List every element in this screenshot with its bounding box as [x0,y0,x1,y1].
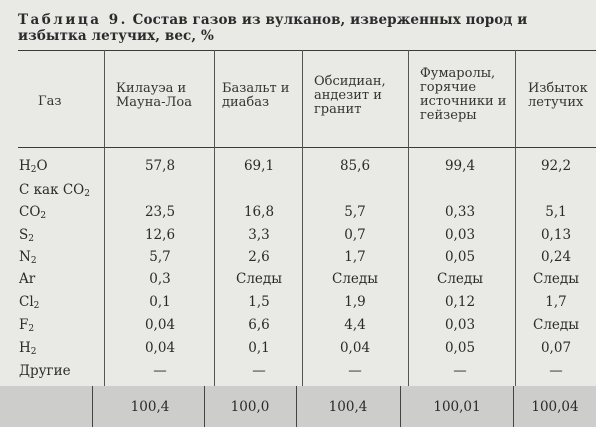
column-divider [214,50,215,386]
total-excess: 100,04 [531,399,579,415]
table-title: Состав газов из вулканов, изверженных пород и избытка летучих, вес, % [18,12,528,44]
table-cell: — [549,363,563,379]
table-cell: 0,07 [540,340,572,356]
table-cell: 1,9 [344,294,366,310]
table-cell: 0,1 [248,340,270,356]
table-cell: 1,5 [248,294,270,310]
table-cell: 2,6 [248,249,270,265]
table-cell: 16,8 [243,204,275,220]
table-cell: 57,8 [144,158,176,174]
table-cell: — [153,363,167,379]
gas-label: $CO_2$ [19,204,47,221]
table-cell: 0,03 [444,317,476,333]
header-basalt: Базальт и диабаз [222,81,290,110]
table-cell: 0,24 [540,249,572,265]
table-cell: 6,6 [248,317,270,333]
table-cell: 0,05 [444,249,476,265]
table-cell: 0,1 [149,294,171,310]
gas-label: $S_2$ [19,227,34,244]
gas-label: $H_2O$ [19,158,48,175]
column-divider [92,386,93,427]
table-cell: 0,3 [149,271,171,287]
table-cell: — [348,363,362,379]
table-cell: 5,7 [149,249,171,265]
column-divider [296,386,297,427]
table-cell: 0,12 [444,294,476,310]
table-cell: Следы [533,271,579,287]
header-gas: Газ [38,94,62,109]
gas-label: $H_2$ [19,340,37,357]
table-cell: 1,7 [344,249,366,265]
column-divider [400,386,401,427]
table-cell: — [453,363,467,379]
gas-label: С как $CO_2$ [19,182,90,199]
table-cell: 0,7 [344,227,366,243]
table-cell: 69,1 [243,158,275,174]
gas-label: $F_2$ [19,317,35,334]
column-divider [302,50,303,386]
table-cell: 5,1 [545,204,567,220]
total-fumaroles: 100,01 [433,399,481,415]
table-cell: 0,13 [540,227,572,243]
table-cell: 0,33 [444,204,476,220]
table-cell: Следы [236,271,282,287]
total-kilauea: 100,4 [130,399,170,415]
table-cell: 85,6 [339,158,371,174]
column-divider [408,50,409,386]
table-cell: 4,4 [344,317,366,333]
header-kilauea: Килауэа и Мауна-Лоа [116,81,192,110]
table-cell: Следы [437,271,483,287]
table-cell: 23,5 [144,204,176,220]
table-cell: 3,3 [248,227,270,243]
header-obsidian: Обсидиан, андезит и гранит [314,74,386,117]
table-cell: 1,7 [545,294,567,310]
table-cell: 12,6 [144,227,176,243]
header-excess-volatiles: Избыток летучих [528,81,588,110]
table-number: Таблица 9. [18,12,128,28]
table-cell: 0,04 [339,340,371,356]
table-cell: 99,4 [444,158,476,174]
table-cell: 0,04 [144,340,176,356]
total-obsidian: 100,4 [328,399,368,415]
gas-label: $N_2$ [19,249,37,266]
table-cell: Следы [332,271,378,287]
table-cell: 0,03 [444,227,476,243]
gas-label: Ar [19,271,36,287]
table-cell: 92,2 [540,158,572,174]
total-basalt: 100,0 [230,399,270,415]
table-cell: Следы [533,317,579,333]
column-divider [104,50,105,386]
header-fumaroles: Фумаролы, горячие источники и гейзеры [420,66,507,123]
table-cell: 5,7 [344,204,366,220]
gas-label: Другие [19,363,71,379]
table-caption [18,12,588,44]
gas-label: $Cl_2$ [19,294,40,311]
table-cell: — [252,363,266,379]
table-cell: 0,05 [444,340,476,356]
table-cell: 0,04 [144,317,176,333]
